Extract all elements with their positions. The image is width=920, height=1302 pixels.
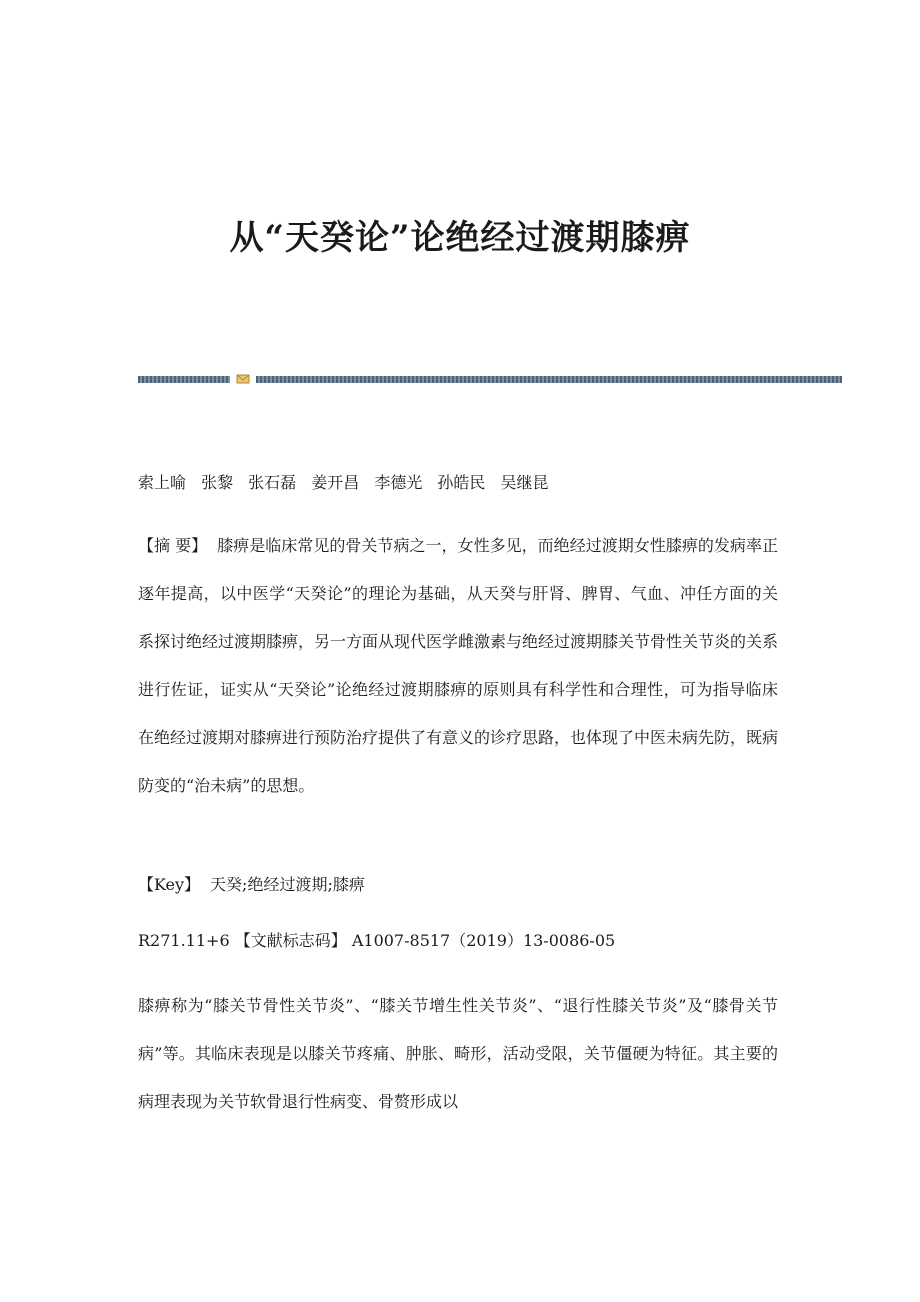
keywords-label: 【Key】 bbox=[138, 875, 201, 894]
body-paragraph: 膝痹称为“膝关节骨性关节炎”、“膝关节增生性关节炎”、“退行性膝关节炎”及“膝骨关节病”等。其临床表现是以膝关节疼痛、肿胀、畸形，活动受限，关节僵硬为特征。其主要的病理表现为关节软骨退行性病变、骨赘形成以 bbox=[138, 996, 778, 1111]
clc-number: R271.11+6 bbox=[138, 931, 230, 950]
title-divider bbox=[138, 373, 842, 385]
author-list: 索上喻 张黎 张石磊 姜开昌 李德光 孙皓民 吴继昆 bbox=[138, 473, 549, 492]
classification-line bbox=[138, 929, 778, 953]
doc-code: A1007-8517（2019）13-0086-05 bbox=[351, 931, 616, 950]
doc-code-label: 【文献标志码】 bbox=[234, 931, 347, 950]
keywords-text: 天癸;绝经过渡期;膝痹 bbox=[210, 875, 365, 894]
page-title: 从“天癸论”论绝经过渡期膝痹 bbox=[229, 218, 691, 258]
abstract bbox=[138, 522, 778, 810]
abstract-label: 【摘 要】 bbox=[138, 536, 208, 555]
keywords bbox=[138, 873, 778, 897]
divider-right-segment bbox=[256, 376, 842, 383]
envelope-icon bbox=[236, 373, 250, 385]
divider-left-segment bbox=[138, 376, 230, 383]
abstract-text: 膝痹是临床常见的骨关节病之一，女性多见，而绝经过渡期女性膝痹的发病率正逐年提高，以中医学“天癸论”的理论为基础，从天癸与肝肾、脾胃、气血、冲任方面的关系探讨绝经过渡期膝痹，另一方面从现代医学雌激素与绝经过渡期膝关节骨性关节炎的关系进行佐证，证实从“天癸论”论绝经过渡期膝痹的原则具有科学性和合理性，可为指导临床在绝经过渡期对膝痹进行预防治疗提供了有意义的诊疗思路，也体现了中医未病先防，既病防变的“治未病”的思想。 bbox=[138, 536, 779, 795]
